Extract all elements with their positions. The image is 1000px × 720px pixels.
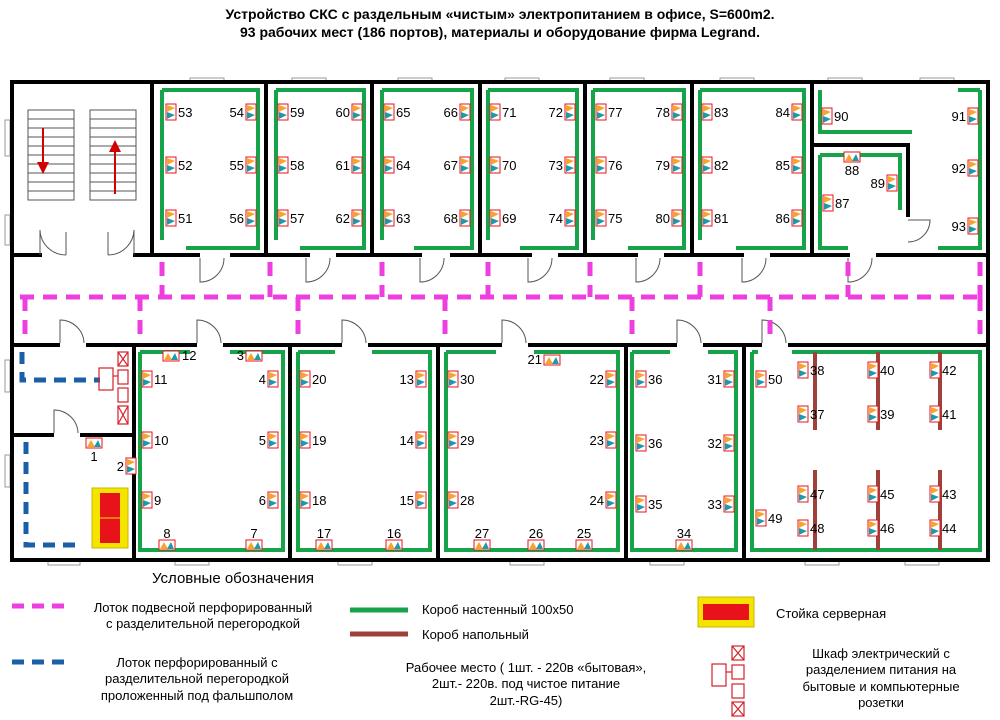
workplace-48 bbox=[798, 520, 824, 536]
workplace-number: 53 bbox=[178, 105, 193, 120]
workplace-46 bbox=[868, 520, 894, 536]
workplace-75 bbox=[596, 210, 622, 226]
workplace-number: 68 bbox=[443, 211, 458, 226]
workplace-number: 78 bbox=[655, 105, 670, 120]
workplace-number: 18 bbox=[312, 493, 327, 508]
workplace-number: 8 bbox=[163, 526, 171, 541]
workplace-55 bbox=[230, 157, 256, 173]
workplace-34 bbox=[676, 526, 692, 550]
workplace-number: 2 bbox=[116, 459, 124, 474]
workplace-92 bbox=[952, 160, 978, 176]
workplace-number: 82 bbox=[714, 158, 729, 173]
workplace-number: 67 bbox=[443, 158, 458, 173]
workplace-24 bbox=[590, 492, 616, 508]
workplace-5 bbox=[259, 432, 278, 448]
workplace-number: 70 bbox=[502, 158, 517, 173]
workplace-85 bbox=[776, 157, 802, 173]
workplace-number: 49 bbox=[768, 511, 783, 526]
workplace-number: 45 bbox=[880, 487, 895, 502]
workplace-number: 50 bbox=[768, 372, 783, 387]
legend-title: Условные обозначения bbox=[152, 570, 315, 587]
workplace-number: 79 bbox=[655, 158, 670, 173]
workplace-56 bbox=[230, 210, 256, 226]
workplace-number: 29 bbox=[460, 433, 475, 448]
workplace-78 bbox=[656, 104, 682, 120]
workplace-number: 47 bbox=[810, 487, 825, 502]
title-line-2: 93 рабочих мест (186 портов), материалы и оборудование фирма Legrand. bbox=[239, 24, 761, 40]
workplace-number: 85 bbox=[775, 158, 790, 173]
workplace-68 bbox=[444, 210, 470, 226]
workplace-number: 87 bbox=[835, 196, 850, 211]
workplace-80 bbox=[656, 210, 682, 226]
workplace-57 bbox=[278, 210, 304, 226]
workplace-number: 63 bbox=[396, 211, 411, 226]
workplace-91 bbox=[952, 108, 978, 124]
workplace-number: 76 bbox=[608, 158, 623, 173]
workplace-25 bbox=[576, 526, 592, 550]
workplace-number: 33 bbox=[707, 497, 722, 512]
workplace-number: 35 bbox=[648, 497, 663, 512]
workplace-number: 69 bbox=[502, 211, 517, 226]
workplace-number: 88 bbox=[844, 163, 860, 178]
workplace-number: 55 bbox=[229, 158, 244, 173]
workplace-82 bbox=[702, 157, 728, 173]
workplace-83 bbox=[702, 104, 728, 120]
workplace-number: 11 bbox=[154, 372, 168, 387]
workplace-number: 28 bbox=[460, 493, 475, 508]
workplace-50 bbox=[756, 371, 782, 387]
workplace-number: 14 bbox=[399, 433, 414, 448]
suspended-trays bbox=[20, 262, 982, 338]
server-rack bbox=[92, 488, 128, 548]
workplace-1 bbox=[86, 438, 102, 464]
workplace-51 bbox=[166, 210, 192, 226]
workplace-number: 81 bbox=[714, 211, 729, 226]
workplace-number: 60 bbox=[335, 105, 350, 120]
workplace-number: 71 bbox=[502, 105, 517, 120]
workplace-87 bbox=[823, 195, 849, 211]
workplace-30 bbox=[448, 371, 474, 387]
workplaces-layer bbox=[86, 104, 978, 550]
workplace-33 bbox=[708, 496, 734, 512]
workplace-90 bbox=[822, 108, 848, 124]
workplace-89 bbox=[871, 175, 897, 191]
workplace-number: 90 bbox=[834, 109, 849, 124]
workplace-number: 59 bbox=[290, 105, 305, 120]
workplace-6 bbox=[259, 492, 278, 508]
workplace-number: 74 bbox=[548, 211, 563, 226]
workplace-70 bbox=[490, 157, 516, 173]
workplace-number: 72 bbox=[548, 105, 563, 120]
workplace-8 bbox=[159, 526, 175, 550]
workplace-number: 66 bbox=[443, 105, 458, 120]
workplace-number: 17 bbox=[316, 526, 332, 541]
workplace-number: 54 bbox=[229, 105, 244, 120]
workplace-20 bbox=[300, 371, 326, 387]
legend-duct-floor: Короб напольный bbox=[422, 627, 529, 642]
workplace-14 bbox=[400, 432, 426, 448]
workplace-number: 21 bbox=[527, 352, 542, 367]
workplace-number: 65 bbox=[396, 105, 411, 120]
workplace-86 bbox=[776, 210, 802, 226]
workplace-number: 20 bbox=[312, 372, 327, 387]
workplace-59 bbox=[278, 104, 304, 120]
workplace-27 bbox=[474, 526, 490, 550]
workplace-number: 42 bbox=[942, 363, 957, 378]
workplace-number: 58 bbox=[290, 158, 305, 173]
workplace-4 bbox=[259, 371, 278, 387]
workplace-number: 93 bbox=[951, 219, 966, 234]
workplace-number: 6 bbox=[258, 493, 266, 508]
workplace-number: 77 bbox=[608, 105, 623, 120]
workplace-43 bbox=[930, 486, 956, 502]
workplace-7 bbox=[246, 526, 262, 550]
workplace-58 bbox=[278, 157, 304, 173]
workplace-38 bbox=[798, 362, 824, 378]
legend-tray-suspended: Лоток подвесной перфорированный с разделительной перегородкой bbox=[93, 600, 313, 632]
workplace-35 bbox=[636, 496, 662, 512]
staircase bbox=[28, 110, 136, 200]
workplace-23 bbox=[590, 432, 616, 448]
workplace-39 bbox=[868, 406, 894, 422]
workplace-31 bbox=[708, 371, 734, 387]
workplace-19 bbox=[300, 432, 326, 448]
workplace-47 bbox=[798, 486, 824, 502]
workplace-number: 3 bbox=[236, 348, 244, 363]
workplace-number: 16 bbox=[386, 526, 402, 541]
workplace-number: 41 bbox=[942, 407, 957, 422]
workplace-81 bbox=[702, 210, 728, 226]
workplace-number: 73 bbox=[548, 158, 563, 173]
workplace-number: 62 bbox=[335, 211, 350, 226]
workplace-74 bbox=[549, 210, 575, 226]
workplace-54 bbox=[230, 104, 256, 120]
workplace-number: 23 bbox=[589, 433, 604, 448]
workplace-number: 91 bbox=[951, 109, 966, 124]
workplace-number: 19 bbox=[312, 433, 327, 448]
workplace-9 bbox=[142, 492, 161, 508]
workplace-number: 61 bbox=[335, 158, 350, 173]
workplace-60 bbox=[336, 104, 362, 120]
workplace-number: 4 bbox=[258, 372, 266, 387]
workplace-15 bbox=[400, 492, 426, 508]
workplace-number: 36 bbox=[648, 436, 663, 451]
workplace-number: 86 bbox=[775, 211, 790, 226]
legend-server-rack: Стойка серверная bbox=[776, 606, 887, 621]
workplace-26 bbox=[528, 526, 544, 550]
workplace-32 bbox=[708, 435, 734, 451]
electrical-cabinet bbox=[99, 352, 128, 424]
workplace-29 bbox=[448, 432, 474, 448]
workplace-22 bbox=[590, 371, 616, 387]
workplace-69 bbox=[490, 210, 516, 226]
workplace-2 bbox=[117, 458, 136, 474]
workplace-number: 37 bbox=[810, 407, 825, 422]
workplace-79 bbox=[656, 157, 682, 173]
workplace-76 bbox=[596, 157, 622, 173]
workplace-16 bbox=[386, 526, 402, 550]
workplace-11 bbox=[142, 371, 168, 387]
workplace-number: 52 bbox=[178, 158, 193, 173]
workplace-number: 30 bbox=[460, 372, 475, 387]
workplace-10 bbox=[142, 432, 168, 448]
workplace-77 bbox=[596, 104, 622, 120]
workplace-72 bbox=[549, 104, 575, 120]
workplace-number: 15 bbox=[399, 493, 414, 508]
workplace-number: 80 bbox=[655, 211, 670, 226]
workplace-number: 7 bbox=[250, 526, 258, 541]
workplace-40 bbox=[868, 362, 894, 378]
workplace-93 bbox=[952, 218, 978, 234]
workplace-number: 27 bbox=[474, 526, 490, 541]
workplace-18 bbox=[300, 492, 326, 508]
workplace-42 bbox=[930, 362, 956, 378]
workplace-number: 46 bbox=[880, 521, 895, 536]
workplace-53 bbox=[166, 104, 192, 120]
workplace-number: 5 bbox=[258, 433, 266, 448]
workplace-number: 64 bbox=[396, 158, 411, 173]
workplace-number: 84 bbox=[775, 105, 790, 120]
workplace-28 bbox=[448, 492, 474, 508]
title-line-1: Устройство СКС с раздельным «чистым» электропитанием в офисе, S=600m2. bbox=[225, 6, 775, 22]
workplace-number: 92 bbox=[951, 161, 966, 176]
workplace-number: 34 bbox=[676, 526, 692, 541]
workplace-number: 26 bbox=[528, 526, 544, 541]
workplace-49 bbox=[756, 510, 782, 526]
workplace-84 bbox=[776, 104, 802, 120]
workplace-number: 43 bbox=[942, 487, 957, 502]
legend-workplace: Рабочее место ( 1шт. - 220в «бытовая», 2шт.- 220в. под чистое питание 2шт.-RG-45) bbox=[405, 660, 647, 708]
workplace-37 bbox=[798, 406, 824, 422]
workplace-number: 36 bbox=[648, 372, 663, 387]
legend-electrical-cabinet: Шкаф электрический с разделением питания на бытовые и компьютерные розетки bbox=[802, 646, 960, 710]
workplace-number: 24 bbox=[589, 493, 604, 508]
workplace-number: 75 bbox=[608, 211, 623, 226]
workplace-71 bbox=[490, 104, 516, 120]
workplace-62 bbox=[336, 210, 362, 226]
workplace-21 bbox=[528, 352, 560, 367]
workplace-number: 9 bbox=[154, 493, 162, 508]
legend-tray-floor: Лоток перфорированный с разделительной перегородкой проложенный под фальшполом bbox=[100, 655, 294, 703]
workplace-number: 44 bbox=[942, 521, 957, 536]
workplace-number: 25 bbox=[576, 526, 592, 541]
workplace-67 bbox=[444, 157, 470, 173]
workplace-number: 32 bbox=[707, 436, 722, 451]
workplace-number: 1 bbox=[90, 449, 98, 464]
workplace-number: 56 bbox=[229, 211, 244, 226]
workplace-36a bbox=[636, 435, 662, 451]
workplace-65 bbox=[384, 104, 410, 120]
workplace-44 bbox=[930, 520, 956, 536]
workplace-number: 10 bbox=[154, 433, 169, 448]
workplace-number: 83 bbox=[714, 105, 729, 120]
workplace-number: 12 bbox=[182, 348, 197, 363]
workplace-41 bbox=[930, 406, 956, 422]
workplace-number: 40 bbox=[880, 363, 895, 378]
workplace-61 bbox=[336, 157, 362, 173]
workplace-17 bbox=[316, 526, 332, 550]
workplace-73 bbox=[549, 157, 575, 173]
workplace-88 bbox=[844, 152, 860, 178]
workplace-number: 48 bbox=[810, 521, 825, 536]
workplace-52 bbox=[166, 157, 192, 173]
workplace-number: 39 bbox=[880, 407, 895, 422]
workplace-13 bbox=[400, 371, 426, 387]
workplace-63 bbox=[384, 210, 410, 226]
workplace-66 bbox=[444, 104, 470, 120]
legend-duct-wall: Короб настенный 100х50 bbox=[422, 602, 574, 617]
workplace-number: 13 bbox=[399, 372, 414, 387]
workplace-number: 57 bbox=[290, 211, 305, 226]
doors bbox=[40, 220, 930, 433]
workplace-64 bbox=[384, 157, 410, 173]
workplace-45 bbox=[868, 486, 894, 502]
workplace-number: 89 bbox=[870, 176, 885, 191]
workplace-number: 51 bbox=[178, 211, 193, 226]
workplace-number: 31 bbox=[707, 372, 722, 387]
workplace-36b bbox=[636, 371, 662, 387]
workplace-number: 38 bbox=[810, 363, 825, 378]
workplace-number: 22 bbox=[589, 372, 604, 387]
